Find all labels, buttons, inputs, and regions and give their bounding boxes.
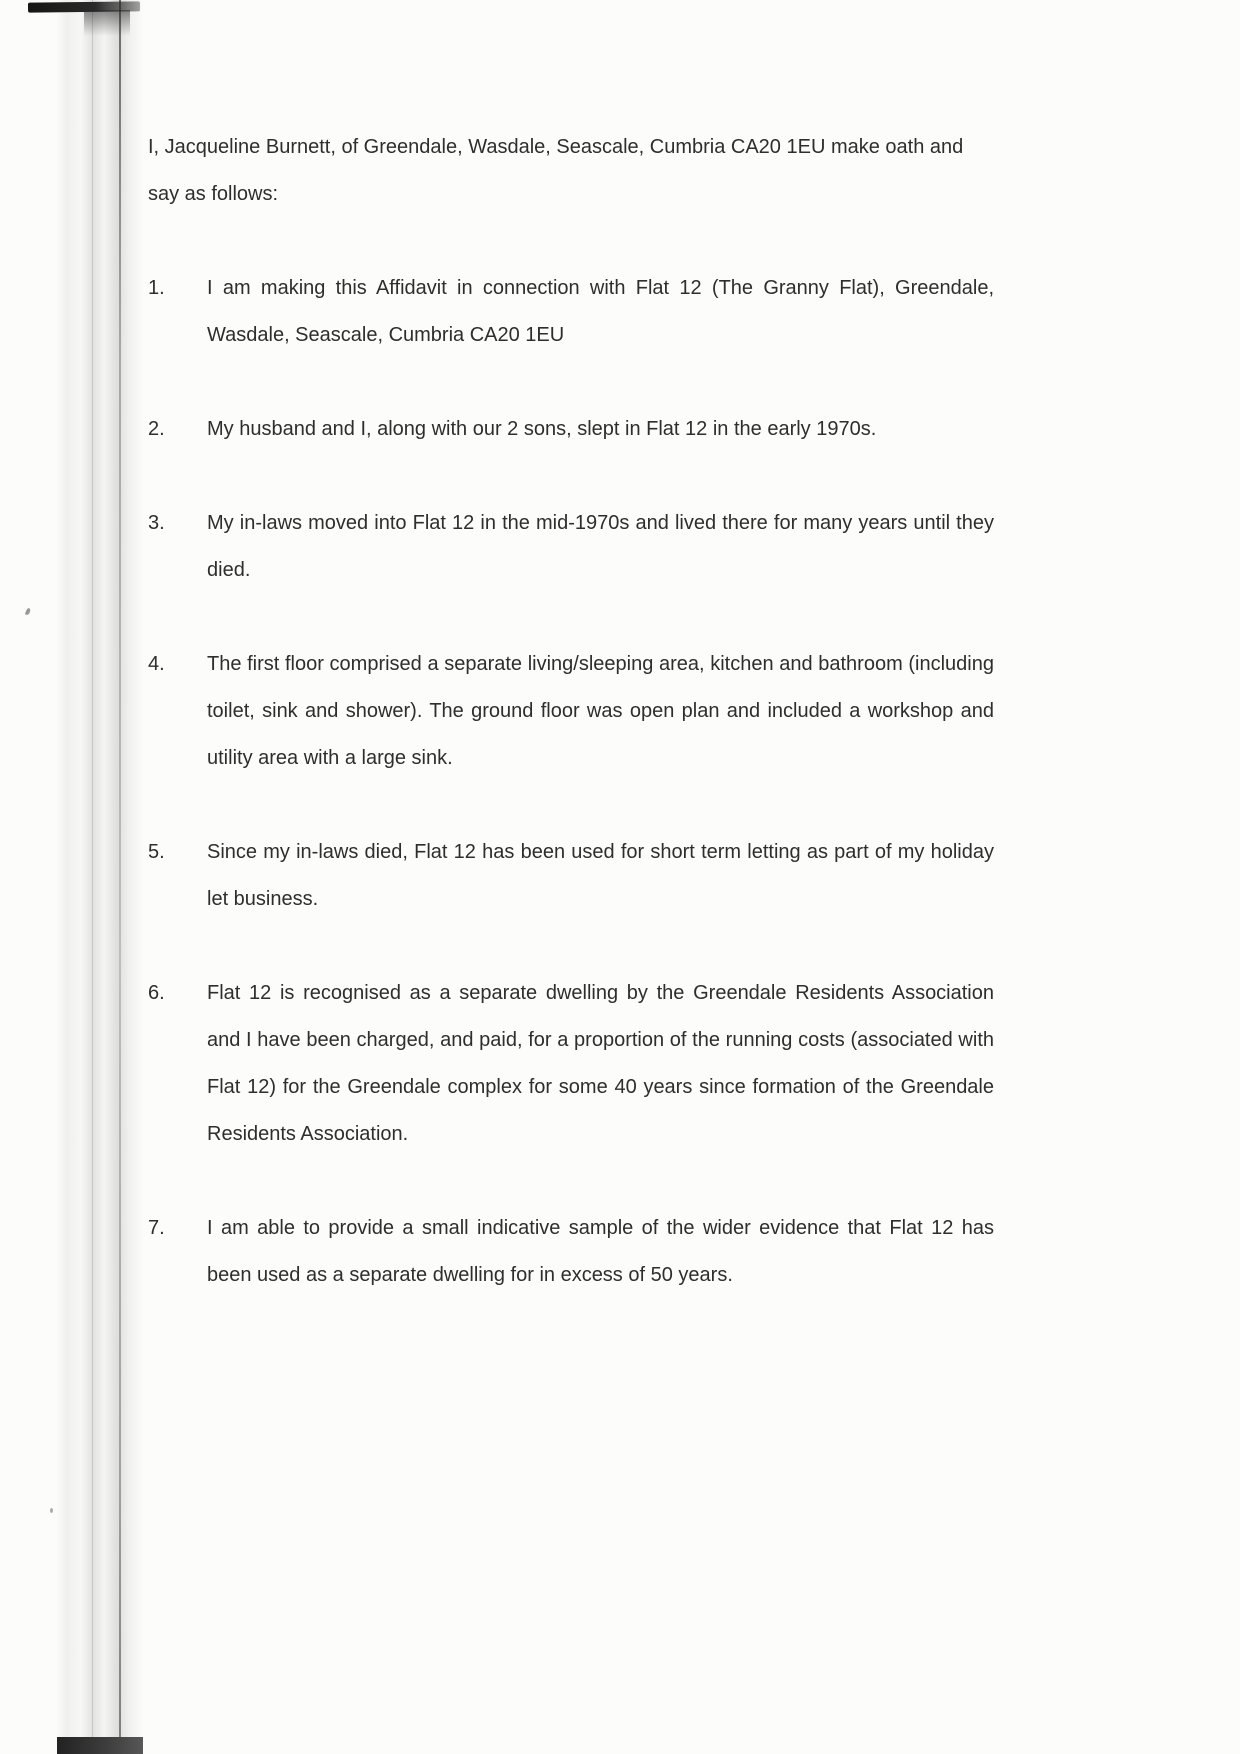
affidavit-body bbox=[148, 124, 994, 1346]
scan-artifact-bottom-smudge bbox=[57, 1737, 143, 1754]
scan-artifact-speck bbox=[25, 608, 31, 616]
affidavit-paragraph bbox=[148, 829, 994, 923]
scan-artifact-vertical-line bbox=[119, 0, 121, 1754]
paragraph-number: 7. bbox=[148, 1217, 165, 1239]
paragraph-text: My in-laws moved into Flat 12 in the mid-1970s and lived there for many years until they died. bbox=[207, 512, 994, 581]
scan-artifact-speck bbox=[50, 1508, 53, 1513]
paragraph-text: My husband and I, along with our 2 sons, slept in Flat 12 in the early 1970s. bbox=[207, 418, 877, 440]
affidavit-paragraph bbox=[148, 970, 994, 1158]
oath-statement: I, Jacqueline Burnett, of Greendale, Wasdale, Seascale, Cumbria CA20 1EU make oath and say as follows: bbox=[148, 136, 964, 205]
affidavit-paragraph bbox=[148, 500, 994, 594]
affidavit-paragraph bbox=[148, 1205, 994, 1299]
paragraph-number: 1. bbox=[148, 277, 165, 299]
paragraph-text: I am able to provide a small indicative sample of the wider evidence that Flat 12 has been used as a separate dwelling for in excess of 50 years. bbox=[207, 1217, 994, 1286]
scan-artifact-left-band bbox=[56, 0, 144, 1754]
scan-artifact-vertical-line-faint bbox=[92, 0, 93, 1754]
paragraph-text: Flat 12 is recognised as a separate dwelling by the Greendale Residents Association and I have been charged, and paid, for a proportion of the running costs (associated with Flat 12) for the Greendale complex for some 40 years since formation of the Greendale Residents Association. bbox=[207, 982, 994, 1145]
paragraph-number: 3. bbox=[148, 512, 165, 534]
paragraph-number: 4. bbox=[148, 653, 165, 675]
paragraph-number: 5. bbox=[148, 841, 165, 863]
affidavit-paragraph bbox=[148, 265, 994, 359]
scan-artifact-top-smudge-secondary bbox=[84, 10, 130, 36]
paragraph-text: The first floor comprised a separate living/sleeping area, kitchen and bathroom (including toilet, sink and shower). The ground floor was open plan and included a workshop and utility area with a large sink. bbox=[207, 653, 994, 769]
paragraph-text: Since my in-laws died, Flat 12 has been used for short term letting as part of my holiday let business. bbox=[207, 841, 994, 910]
scan-artifact-top-smudge bbox=[28, 1, 140, 12]
affidavit-paragraph bbox=[148, 406, 994, 453]
paragraph-text: I am making this Affidavit in connection with Flat 12 (The Granny Flat), Greendale, Wasdale, Seascale, Cumbria CA20 1EU bbox=[207, 277, 994, 346]
affidavit-paragraph bbox=[148, 641, 994, 782]
paragraph-number: 2. bbox=[148, 418, 165, 440]
paragraph-number: 6. bbox=[148, 982, 165, 1004]
